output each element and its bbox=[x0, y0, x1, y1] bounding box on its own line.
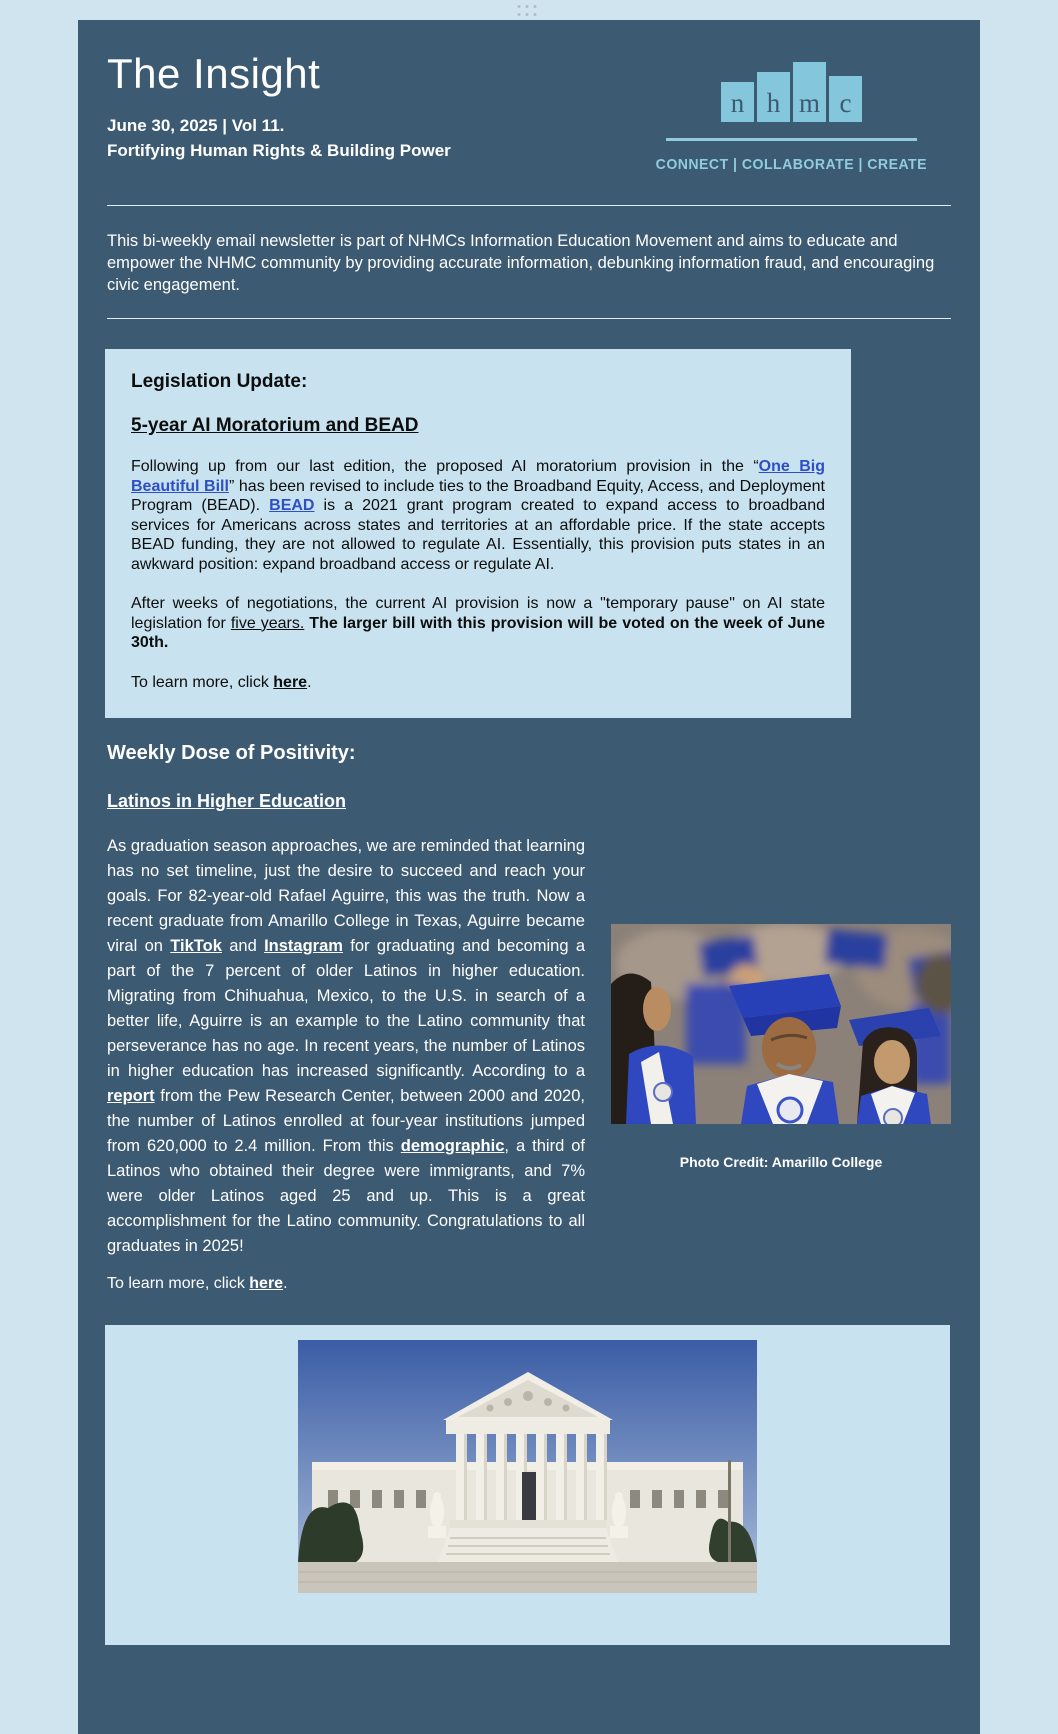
positivity-here-link[interactable]: here bbox=[249, 1275, 284, 1292]
text-segment: . bbox=[307, 673, 312, 691]
positivity-paragraph bbox=[107, 834, 585, 1259]
photo-credit: Photo Credit: Amarillo College bbox=[679, 1154, 883, 1170]
text-segment: for graduating and becoming a part of the 7 percent of older Latinos in higher education. Migrating from Chihuahua, Mexico, to the U.S. in search of a better life, Aguirre is an example to the Latino community that perseverance has no age. In recent years, the number of Latinos in higher education has increased significantly. According to a bbox=[107, 937, 586, 1080]
legislation-heading: Legislation Update: bbox=[131, 371, 308, 392]
tagline: Fortifying Human Rights & Building Power bbox=[107, 141, 451, 160]
logo-letter-h: h bbox=[757, 72, 790, 122]
logo-letter-c: c bbox=[829, 76, 862, 122]
text-segment: from the Pew Research Center, between 2000 and 2020, the number of Latinos enrolled at four-year institutions jumped from 620,000 to 2.4 million. From this bbox=[107, 1087, 585, 1155]
text-segment: To learn more, click bbox=[107, 1275, 250, 1292]
latinos-higher-education-link[interactable]: Latinos in Higher Education bbox=[107, 791, 347, 811]
legislation-subheading: 5-year AI Moratorium and BEAD bbox=[131, 415, 419, 436]
positivity-columns bbox=[107, 834, 951, 1259]
legislation-paragraph-2 bbox=[131, 594, 825, 653]
supreme-court-box bbox=[105, 1325, 950, 1645]
legislation-here-link[interactable]: here bbox=[273, 673, 308, 691]
logo-letter-m: m bbox=[793, 62, 826, 122]
text-segment: ” has been revised to include ties to the Broadband Equity, Access, and Deployment Program (BEAD). bbox=[131, 477, 825, 514]
supreme-court-photo bbox=[298, 1340, 757, 1593]
header-left bbox=[107, 50, 451, 161]
logo-letter-n: n bbox=[721, 82, 754, 122]
issue-date: June 30, 2025 | Vol 11. bbox=[107, 116, 285, 135]
positivity-heading: Weekly Dose of Positivity: bbox=[107, 742, 356, 764]
text-segment: . bbox=[283, 1275, 288, 1292]
instagram-link[interactable]: Instagram bbox=[264, 937, 343, 955]
legislation-paragraph-1 bbox=[131, 457, 825, 574]
nhmc-logo bbox=[655, 62, 928, 173]
logo-underline bbox=[666, 138, 917, 141]
legislation-update-box bbox=[105, 349, 851, 718]
report-link[interactable]: report bbox=[107, 1087, 155, 1105]
email-card bbox=[78, 20, 980, 1734]
five-years-underlined-text: five years. bbox=[230, 614, 305, 632]
vote-week-bold-text: The larger bill with this provision will be voted on the week of June 30th. bbox=[131, 614, 825, 651]
positivity-media-column bbox=[611, 924, 951, 1259]
text-segment: After weeks of negotiations, the current AI provision is now a "temporary pause" on AI state legislation for bbox=[131, 595, 825, 632]
tiktok-link[interactable]: TikTok bbox=[170, 937, 222, 955]
supreme-court-photo-wrap bbox=[298, 1340, 757, 1593]
text-segment: , a third of Latinos who obtained their degree were immigrants, and 7% were older Latinos aged 25 and up. This is a great accomplishment for the Latino community. Congratulations to all graduates in 2025! bbox=[107, 1137, 585, 1255]
intro-paragraph: This bi-weekly email newsletter is part of NHMCs Information Education Movement and aims to educate and empower the NHMC community by providing accurate information, debunking information fraud, and encouraging civic engagement. bbox=[107, 232, 935, 294]
legislation-learn-more bbox=[131, 673, 825, 693]
positivity-learn-more bbox=[107, 1275, 951, 1293]
graduation-photo bbox=[611, 924, 951, 1124]
logo-motto: CONNECT | COLLABORATE | CREATE bbox=[655, 156, 928, 173]
header bbox=[107, 20, 951, 173]
text-segment: is a 2021 grant program created to expand access to broadband services for Americans across states and territories at an affordable price. If the state accepts BEAD funding, they are not allowed to regulate AI. Essentially, this provision puts states in an awkward position: expand broadband access or regulate AI. bbox=[131, 497, 825, 573]
text-segment: As graduation season approaches, we are reminded that learning has no set timeline, just the desire to succeed and reach your goals. For 82-year-old Rafael Aguirre, this was the truth. Now a recent graduate from Amarillo College in Texas, Aguirre became viral on bbox=[107, 837, 585, 955]
page-title: The Insight bbox=[107, 50, 321, 97]
text-segment: and bbox=[221, 937, 265, 955]
nhmc-logo-tiles bbox=[721, 62, 862, 122]
divider bbox=[107, 205, 951, 206]
drag-handle-icon[interactable] bbox=[518, 5, 541, 20]
text-segment: To learn more, click bbox=[131, 673, 274, 691]
text-segment: Following up from our last edition, the proposed AI moratorium provision in the “ bbox=[131, 458, 759, 475]
bead-link[interactable]: BEAD bbox=[269, 497, 315, 514]
demographic-link[interactable]: demographic bbox=[400, 1137, 505, 1155]
one-big-beautiful-bill-link[interactable]: One Big Beautiful Bill bbox=[131, 458, 825, 495]
divider bbox=[107, 318, 951, 319]
positivity-subheading-row bbox=[107, 765, 951, 812]
